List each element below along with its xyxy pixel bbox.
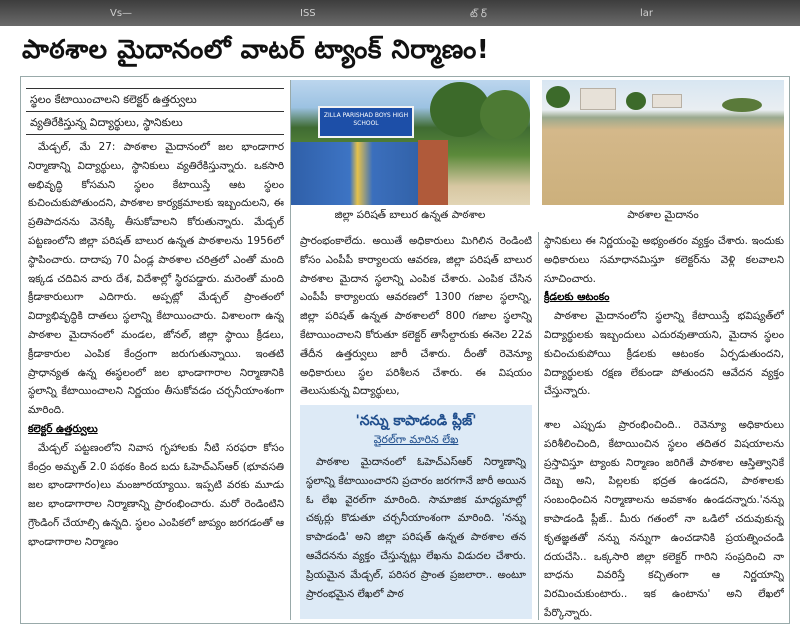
masthead-strip [0, 0, 800, 26]
building-shape [580, 88, 616, 110]
column-divider [538, 232, 539, 620]
col1-paragraph-2: మేడ్చల్ పట్టణంలోని నివాస గృహాలకు నీటి సరఫరా కోసం కేంద్రం అమృత్ 2.0 పథకం కింద బదు ఓహెచ్ఎస్ఆర్ (భూవసతి జల భాండాగారం)లు మంజూరయ్యాయి. ఇప్పటి వరకు మూడు జల భాండాగారాల నిర్మాణాన్ని ప్రారంభించారు. మరో రెండింటిని గ్రౌండింగ్ చేయాల్సి ఉన్నది. స్థలం ఎంపికలో జాప్యం జరగడంతో ఆ భాండాగారాల నిర్మాణం [28, 441, 284, 548]
col1-subhead: కలెక్టర్ ఉత్తర్వులు [28, 422, 98, 435]
col2-paragraph-1: ప్రారంభంకాలేదు. అయితే అధికారులు మిగిలిన రెండింటి కోసం ఎంపీపీ కార్యాలయ ఆవరణ, జిల్లా పరిషత్ బాలుర పాఠశాల మైదాన స్థలాన్ని ఎంపిక చేశారు. ఎంపిక చేసిన ఎంపీపీ కార్యాలయ ఆవరణలో 1300 గజాల స్థలాన్ని, జిల్లా పరిషత్ ఉన్నత పాఠశాలలో 800 గజాల స్థలాన్ని కేటాయించాలని కోరుతూ కలెక్టర్ తాసీల్దారుకు ఈనెల 22వ తేదీన ఉత్తర్వులు జారీ చేశారు. దీంతో రెవెన్యూ అధికారులు స్థల పరిశీలన చేశారు. ఈ విషయం తెలుసుకున్న విద్యార్థులు, [300, 235, 532, 398]
school-signboard: ZILLA PARISHAD BOYS HIGH SCHOOL [318, 106, 414, 138]
tree-shape [546, 86, 570, 108]
col3-paragraph-3: శాల ఎప్పుడు ప్రారంభించింది.. రెవెన్యూ అధికారులు పరిశీలించింది, కేటాయించిన స్థలం తదితర విషయాలను ప్రస్తావిస్తూ ట్యాంకు నిర్మాణం జరిగితే పాఠశాల ఆస్తిత్వానికే దెబ్బ అని, పిల్లలకు భద్రత ఉండదని, పాఠశాలకు సంబంధించిన నిర్మాణాలను అవకాశం ఉండదన్నారు.'నన్ను కాపాడండి ప్లీజ్.. మీరు గతంలో నా ఒడిలో చదువుకున్న కృతజ్ఞతతో నన్ను నన్నుగా ఉంచడానికి ప్రయత్నించండి దయచేసి.. ఒక్కసారి జిల్లా కలెక్టర్ గారిని సంప్రదించి నా బాధను వివరిస్తే కచ్చితంగా ఆ నిర్ణయాన్ని విరమించుకుంటారు.. ఇక ఉంటాను' అని లేఖలో పేర్కొన్నారు. [544, 419, 784, 619]
school-photo [290, 80, 530, 205]
box-paragraph: పాఠశాల మైదానంలో ఓహెచ్ఎస్ఆర్ నిర్మాణాన్ని స్థలాన్ని కేటాయించారని ప్రచారం జరగగానే జారీ అయిన ఓ లేఖ వైరల్‌గా మారింది. సామాజిక మాధ్యమాల్లో చక్కర్లు కొడుతూ చర్చనీయాంశంగా మారింది. 'నన్ను కాపాడండి' అని జిల్లా పరిషత్ ఉన్నత పాఠశాల తన ఆవేదనను వ్యక్తం చేస్తున్నట్లు లేఖను విడుదల చేశారు. ప్రియమైన మేడ్చల్, పరిసర ప్రాంత ప్రజలారా.. అంటూ ప్రారంభమైన లేఖలో పాఠ [306, 456, 526, 600]
building-shape [652, 94, 682, 108]
tree-shape [626, 92, 646, 110]
box-title: 'నన్ను కాపాడండి ప్లీజ్' [355, 413, 477, 429]
column-3-top [544, 232, 784, 404]
gate-pillar [418, 140, 448, 205]
column-divider [290, 80, 291, 620]
column-3-bottom [544, 416, 784, 620]
box-subtitle: వైరల్‌గా మారిన లేఖ [373, 433, 459, 446]
column-1 [28, 138, 284, 620]
kicker-line-1: స్థలం కేటాయించాలని కలెక్టర్ ఉత్తర్వులు [26, 88, 284, 111]
col3-paragraph-2: పాఠశాల మైదానంలోని స్థలాన్ని కేటాయిస్తే భవిష్యత్‌లో విద్యార్థులకు ఇబ్బందులు ఎదురవుతాయని, మైదాన స్థలం కుచించుకుపోయి క్రీడలకు ఆటంకం ఏర్పడుతుందని, విద్యార్థులకు రక్షణ లేకుండా పోతుందని ఆవేదన వ్యక్తం చేస్తున్నారు. [544, 310, 784, 398]
tree-shape [722, 98, 762, 112]
masthead-fragment: lar [640, 8, 654, 19]
kicker-box [26, 88, 284, 135]
kicker-line-2: వ్యతిరేకిస్తున్న విద్యార్థులు, స్థానికులు [26, 111, 284, 134]
column-2 [300, 232, 532, 400]
masthead-fragment: ట్ ర్ [470, 9, 487, 20]
school-photo-caption: జిల్లా పరిషత్ బాలుర ఉన్నత పాఠశాల [334, 209, 486, 221]
col1-paragraph-1: మేడ్చల్, మే 27: పాఠశాల మైదానంలో జల భాండాగార నిర్మాణాన్ని విద్యార్థులు, స్థానికులు వ్యతిరేకిస్తున్నారు. ఒకసారి అభివృద్ధి కోసమని స్థలం కేటాయిస్తే ఆట స్థలం కుచించుకుపోతుందని, పాఠశాల కార్యక్రమాలకు ఇబ్బందులని, ఈ ప్రతిపాదనను వెనక్కి తీసుకోవాలని కోరుతున్నారు. మేడ్చల్ పట్టణంలోని జిల్లా పరిషత్ బాలుర ఉన్నత పాఠశాలను 1956లో స్థాపించారు. దాదాపు 70 ఏండ్ల పాఠశాల చరిత్రలో ఎంతో మంది ఇక్కడ చదివిన వారు దేశ, విదేశాల్లో స్థిరపడ్డారు. మరెంతో మంది క్రీడాకారులుగా ఎదిగారు. అప్పట్లో మేడ్చల్ ప్రాంతంలో విద్యాభివృద్ధికి దాతలు స్థలాన్ని కేటాయించారు. విశాలంగా ఉన్న పాఠశాల మైదానంలో మండల, జోనల్, జిల్లా స్థాయి క్రీడలు, క్రీడాకారుల ఎంపిక కేంద్రంగా జరుగుతున్నాయి. ఇంతటి ప్రాధాన్యత ఉన్న ఈస్థలంలో జల భాండాగారాల నిర్మాణానికి స్థలాన్ని కేటాయించాలని నిర్ణయం తీసుకోవడం చర్చనీయాంశంగా మారింది. [28, 141, 284, 417]
ground-photo-caption: పాఠశాల మైదానం [627, 209, 699, 221]
col3-paragraph-1: స్థానికులు ఈ నిర్ణయంపై అభ్యంతరం వ్యక్తం చేశారు. ఇందుకు అధికారులు సమాధానమిస్తూ కలెక్టర్‌ను వెళ్లి కలవాలని సూచించారు. [544, 235, 784, 285]
tree-shape [480, 90, 530, 140]
article-headline: పాఠశాల మైదానంలో వాటర్ ట్యాంక్ నిర్మాణం! [22, 35, 490, 65]
masthead-fragment: Vs— [110, 8, 133, 19]
box-body [306, 453, 526, 615]
col3-subhead: క్రీడలకు ఆటంకం [544, 291, 610, 304]
ground-photo [542, 80, 784, 205]
masthead-fragment: ISS [300, 8, 316, 19]
viral-letter-box [300, 405, 532, 619]
